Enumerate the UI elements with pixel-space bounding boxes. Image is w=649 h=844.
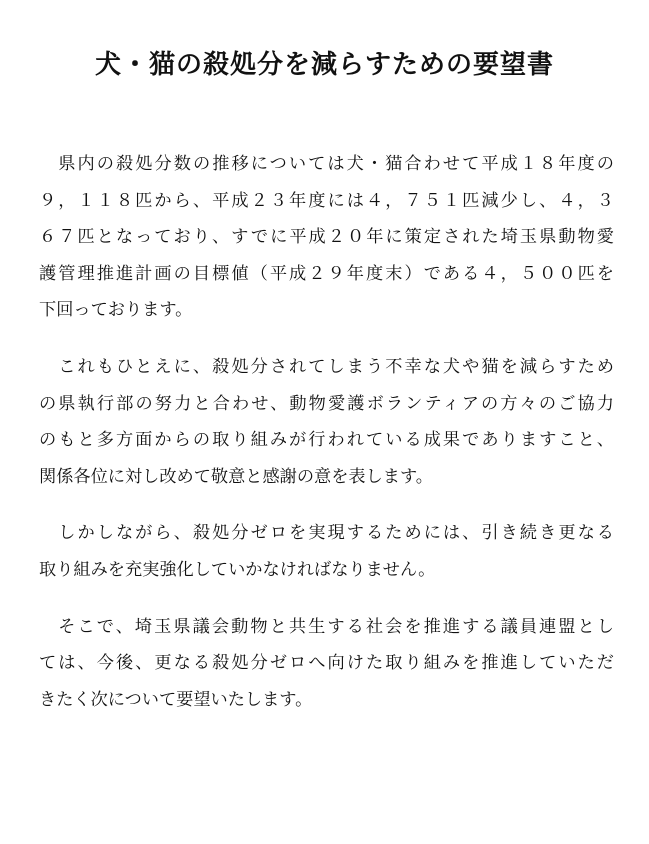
paragraph-line: のもと多方面からの取り組みが行われている成果でありますこと、 — [39, 430, 614, 451]
paragraph-line: ６７匹となっており、すでに平成２０年に策定された埼玉県動物愛 — [39, 227, 614, 248]
paragraph-line: 取り組みを充実強化していかなければなりません。 — [39, 559, 436, 580]
paragraph-3 — [39, 515, 614, 588]
paragraph-line: これもひとえに、殺処分されてしまう不幸な犬や猫を減らすため — [39, 356, 614, 377]
paragraph-line: 下回っております。 — [39, 300, 193, 321]
paragraph-line: しかしながら、殺処分ゼロを実現するためには、引き続き更なる — [39, 523, 614, 544]
paragraph-4 — [39, 609, 614, 719]
paragraph-line: 関係各位に対し改めて敬意と感謝の意を表します。 — [39, 466, 433, 487]
paragraph-line: 護管理推進計画の目標値（平成２９年度末）である４，５００匹を — [39, 263, 614, 284]
paragraph-line: 県内の殺処分数の推移については犬・猫合わせて平成１８年度の — [39, 154, 614, 174]
paragraph-1 — [39, 146, 614, 329]
paragraph-2 — [39, 349, 614, 495]
paragraph-line: ９，１１８匹から、平成２３年度には４，７５１匹減少し、４，３ — [39, 190, 614, 211]
document-body — [39, 146, 614, 738]
paragraph-line: の県執行部の努力と合わせ、動物愛護ボランティアの方々のご協力 — [39, 393, 614, 414]
paragraph-line: きたく次について要望いたします。 — [39, 689, 313, 710]
paragraph-line: ては、今後、更なる殺処分ゼロへ向けた取り組みを推進していただ — [39, 653, 614, 674]
paragraph-line: そこで、埼玉県議会動物と共生する社会を推進する議員連盟とし — [39, 616, 614, 637]
document-title: 犬・猫の殺処分を減らすための要望書 — [94, 50, 554, 80]
